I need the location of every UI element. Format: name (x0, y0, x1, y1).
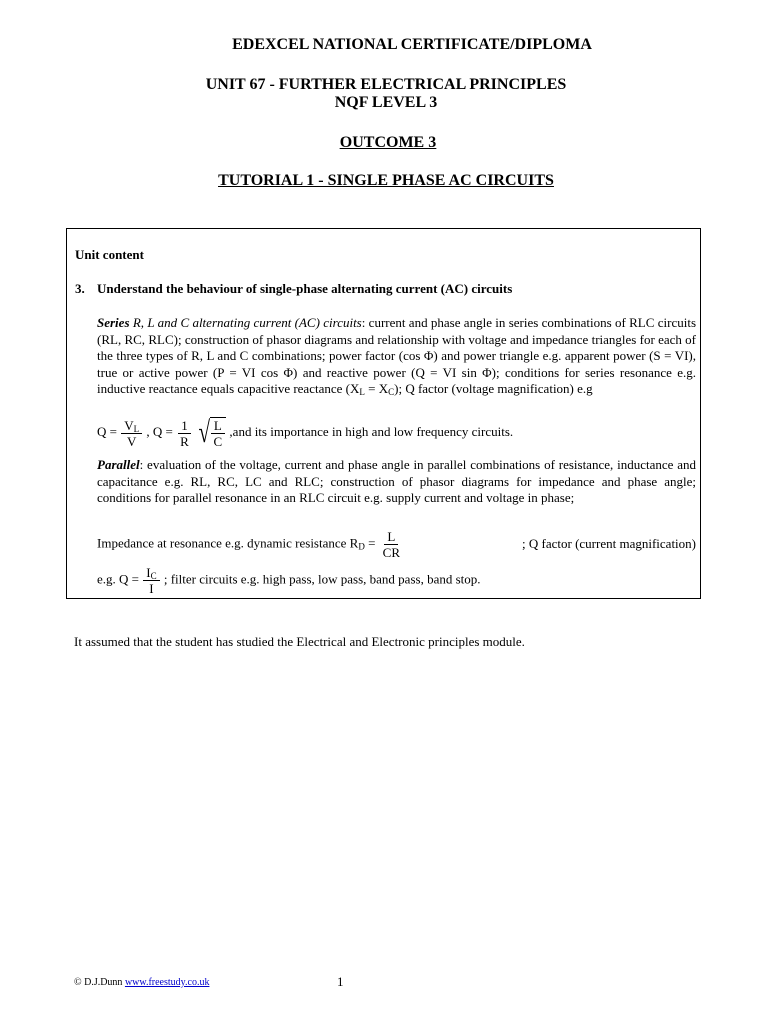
current-magnification-equation: e.g. Q = $\frac{I_C}{I}$ ; filter circuits e.g. high pass, low pass, band pass, band stop. (97, 565, 481, 596)
page-number: 1 (337, 974, 344, 989)
dynamic-resistance-equation: Impedance at resonance e.g. dynamic resistance $R_D$ = $\frac{L}{CR}$ ; Q factor (current magnification) (97, 528, 696, 560)
series-paragraph: Series R, L and C alternating current (AC) circuits: current and phase angle in series combinations of RLC circuits (RL, RC, RLC); construction of phasor diagrams and relationship with voltage and impedance triangles for each of the three types of R, L and C combinations; power factor (cos Φ) and power triangle e.g. apparent power (S = VI), true or active power (P = VI cos Φ) and reactive power (Q = VI sin Φ); conditions for series resonance e.g. inductive reactance equals capacitive reactance $(X_L = X_C)$; Q factor (voltage magnification) e.g (97, 315, 697, 397)
unit-content-label: Unit content (75, 247, 144, 262)
unit-content-box (66, 228, 701, 599)
freestudy-link[interactable]: www.freestudy.co.uk (124, 977, 210, 988)
q-factor-equation: Q = $\frac{V_L}{V}$ , Q = $\frac{1}{R}$ √ $\frac{L}{C}$ ,and its importance in high and low frequency circuits. (97, 416, 514, 449)
prerequisite-note: It assumed that the student has studied the Electrical and Electronic principles module. (74, 634, 525, 649)
tutorial-title: TUTORIAL 1 - SINGLE PHASE AC CIRCUITS (218, 172, 554, 189)
document-title: EDEXCEL NATIONAL CERTIFICATE/DIPLOMA (232, 36, 592, 53)
parallel-paragraph: Parallel: evaluation of the voltage, current and phase angle in parallel combinations of resistance, inductance and capacitance e.g. RL, RC, LC and RLC; construction of phasor diagrams for impedance and phase angle; conditions for parallel resonance in an RLC circuit e.g. supply current and voltage in phase; (97, 457, 696, 505)
item-heading: 3. Understand the behaviour of single-phase alternating current (AC) circuits (75, 281, 513, 296)
outcome-title: OUTCOME 3 (339, 134, 437, 151)
footer-copyright: © D.J.Dunn www.freestudy.co.uk (74, 977, 210, 988)
level-title: NQF LEVEL 3 (334, 94, 438, 111)
unit-title: UNIT 67 - FURTHER ELECTRICAL PRINCIPLES (205, 76, 567, 93)
